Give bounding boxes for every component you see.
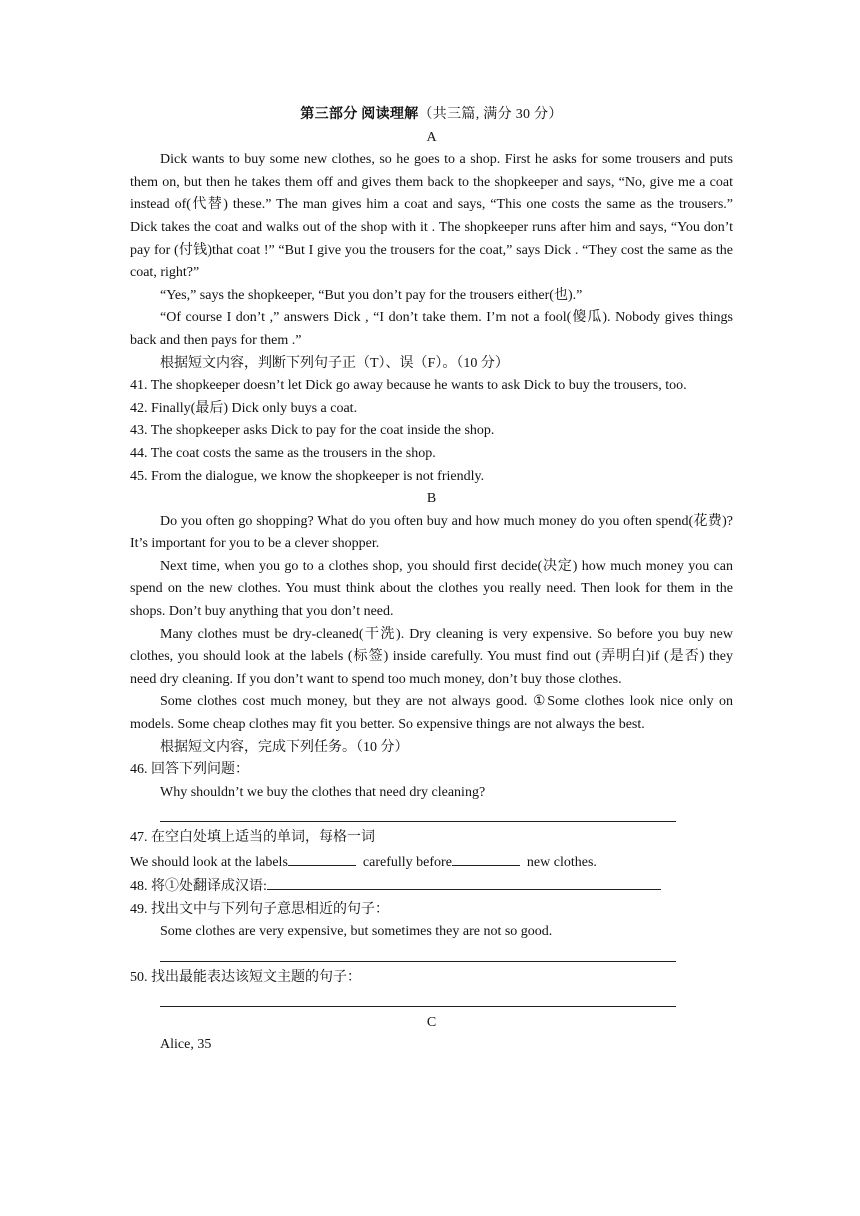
passage-c-first-line: Alice, 35 — [160, 1037, 212, 1053]
question-48 — [130, 874, 733, 899]
section-a-label: A — [426, 129, 437, 145]
question-49-prompt: 49. 找出文中与下列句子意思相近的句子： — [130, 901, 389, 917]
reading-section — [130, 104, 733, 1057]
passage-b-paragraph-1: Do you often go shopping? What do you often buy and how much money do you often spend(花费)? It’s important for you to be a clever shopper. — [130, 513, 733, 552]
part-title — [130, 104, 733, 127]
section-b-label: B — [426, 491, 437, 507]
part-title-main: 第三部分 阅读理解 — [300, 107, 419, 122]
passage-a-paragraph-2: “Yes,” says the shopkeeper, “But you don’t pay for the trousers either(也).” — [160, 287, 583, 303]
q47-part-3: new clothes. — [526, 854, 597, 870]
question-44: 44. The coat costs the same as the trousers in the shop. — [130, 445, 436, 461]
question-45: 45. From the dialogue, we know the shopkeeper is not friendly. — [130, 468, 485, 484]
q47-part-2: carefully before — [362, 854, 452, 870]
question-48-prompt: 48. 将①处翻译成汉语: — [130, 879, 267, 895]
question-49-text: Some clothes are very expensive, but sometimes they are not so good. — [160, 924, 553, 940]
passage-b-paragraph-2: Next time, when you go to a clothes shop, you should first decide(决定) how much money you can spend on the new clothes. You must think about the clothes you really need. Then look for them in the shops. Don’t buy anything that you don’t need. — [130, 558, 733, 620]
passage-b-paragraph-4: Some clothes cost much money, but they are not always good. ①Some clothes look nice only on models. Some cheap clothes may fit you better. So expensive things are not always the best. — [130, 694, 733, 733]
answer-line-49[interactable] — [160, 944, 676, 967]
answer-line-50[interactable] — [160, 989, 676, 1012]
question-41: 41. The shopkeeper doesn’t let Dick go away because he wants to ask Dick to buy the trousers, too. — [130, 378, 687, 394]
passage-a-paragraph-3: “Of course I don’t ,” answers Dick , “I don’t take them. I’m not a fool(傻瓜). Nobody gives things back and then pays for them .” — [130, 310, 733, 348]
question-46-text: Why shouldn’t we buy the clothes that need dry cleaning? — [160, 784, 486, 800]
answer-line-46[interactable] — [160, 804, 676, 827]
section-c-label: C — [426, 1014, 437, 1030]
passage-b-paragraph-3: Many clothes must be dry-cleaned(干洗). Dry cleaning is very expensive. So before you buy new clothes, you should look at the labels (标签) inside carefully. You must find out (弄明白)if (是否) they need dry cleaning. If you don’t want to spend too much money, don’t buy those clothes. — [130, 626, 733, 687]
question-42: 42. Finally(最后) Dick only buys a coat. — [130, 400, 358, 416]
passage-a-paragraph-1: Dick wants to buy some new clothes, so he goes to a shop. First he asks for some trousers and puts them on, but then he takes them off and gives them back to the shopkeeper and says, “No, give me a coat instead of(代替) these.” The man gives him a coat and says, “This one costs the same as the trousers.” Dick takes the coat and walks out of the shop with it . The shopkeeper runs after him and says, “You don’t pay for (付钱)that coat !” “But I give you the trousers for the coat,” says Dick . “They cost the same as the coat, right?” — [130, 152, 733, 281]
section-b-instructions: 根据短文内容，完成下列任务。（10 分） — [160, 739, 409, 755]
question-43: 43. The shopkeeper asks Dick to pay for the coat inside the shop. — [130, 423, 495, 439]
part-title-score: （共三篇, 满分 30 分） — [418, 107, 563, 122]
question-47-prompt: 47. 在空白处填上适当的单词，每格一词 — [130, 830, 375, 845]
question-47-sentence — [130, 850, 733, 875]
question-46-prompt: 46. 回答下列问题： — [130, 762, 249, 778]
q47-part-1: We should look at the labels — [130, 854, 288, 870]
answer-line-48[interactable] — [267, 874, 661, 890]
blank-47-1[interactable] — [288, 850, 356, 866]
blank-47-2[interactable] — [452, 850, 520, 866]
question-50-prompt: 50. 找出最能表达该短文主题的句子： — [130, 969, 361, 985]
section-a-instructions: 根据短文内容，判断下列句子正（T）、误（F）。（10 分） — [160, 355, 509, 371]
